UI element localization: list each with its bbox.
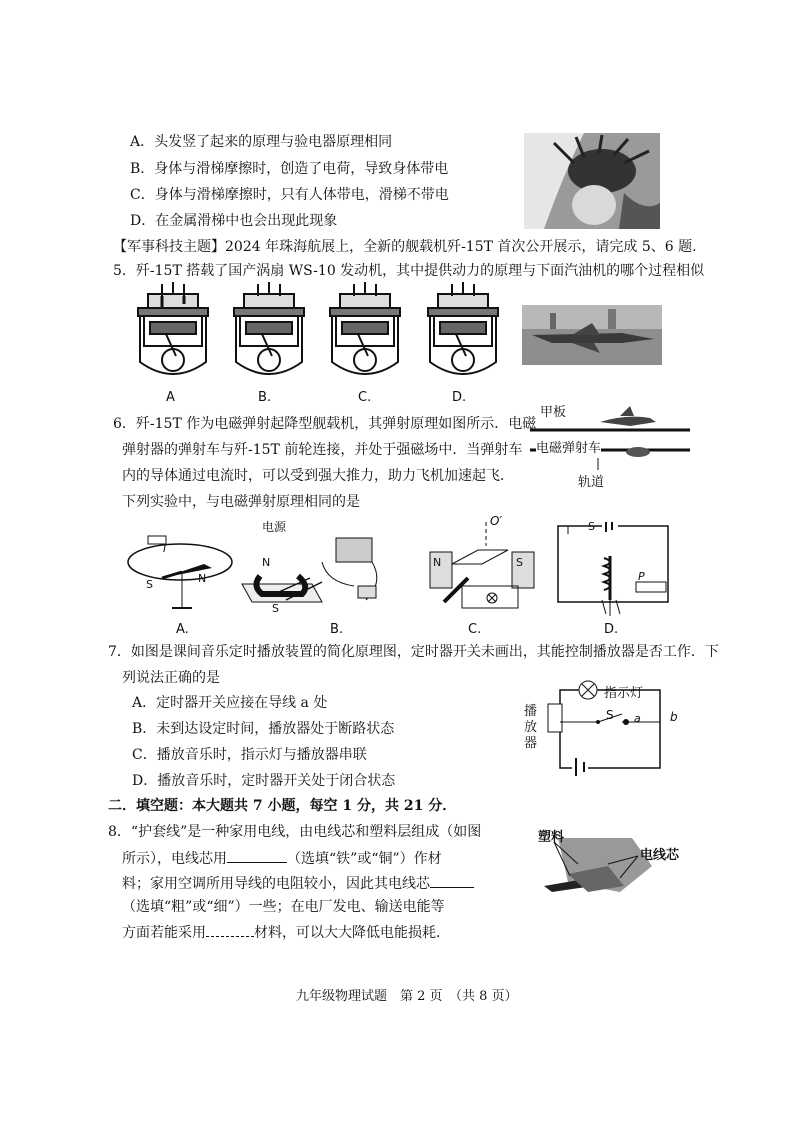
q8-line-2: [122, 848, 442, 868]
q7-stem-2: 列说法正确的是: [122, 670, 220, 686]
q5-option-d: D.: [452, 390, 467, 405]
q7-circuit-diagram: [522, 678, 682, 778]
label-d-switch: S: [588, 520, 595, 533]
q8-blank-2[interactable]: [430, 873, 474, 888]
q5-option-b: B.: [258, 390, 272, 405]
q5-option-c: C.: [358, 390, 372, 405]
page-footer: 九年级物理试题 第 2 页 （共 8 页）: [296, 989, 518, 1004]
q6-option-b: B.: [330, 622, 344, 637]
q7-option-d: D．播放音乐时，定时器开关处于闭合状态: [132, 773, 396, 789]
label-a-n: N: [198, 572, 207, 585]
hair-standing-photo: [524, 133, 660, 229]
q5-option-a: A: [166, 390, 175, 405]
q8-line-5-b: 材料，可以大大降低电能损耗．: [254, 925, 450, 941]
label-b-s: S: [272, 602, 279, 615]
q8-line-3-a: 料；家用空调所用导线的电阻较小，因此其电线芯: [122, 876, 430, 892]
q6-option-a: A.: [176, 622, 189, 637]
q7-stem-1: 7．如图是课间音乐定时播放装置的简化原理图，定时器开关未画出，其能控制播放器是否工作．下: [108, 644, 719, 660]
q8-line-1: 8．“护套线”是一种家用电线，由电线芯和塑料层组成（如图: [108, 824, 482, 840]
label-a-s: S: [146, 578, 153, 591]
label-deck: 甲板: [540, 405, 567, 420]
label-a-current: I: [163, 542, 167, 555]
q8-line-5: [122, 922, 450, 942]
q4-option-a: A．头发竖了起来的原理与验电器原理相同: [130, 134, 393, 150]
label-track: 轨道: [578, 475, 605, 490]
q8-line-4: （选填“粗”或“细”）一些；在电厂发电、输送电能等: [122, 899, 445, 915]
label-indicator-lamp: 指示灯: [604, 686, 644, 701]
q6-line-1: 6．歼-15T 作为电磁弹射起降型舰载机，其弹射原理如图所示．电磁: [113, 416, 537, 432]
label-catapult-car: 电磁弹射车: [536, 441, 602, 456]
label-plastic: 塑料: [538, 830, 565, 845]
q8-line-5-a: 方面若能采用: [122, 925, 206, 941]
q5-stem: 5．歼-15T 搭载了国产涡扇 WS-10 发动机，其中提供动力的原理与下面汽油机的哪个过程相似: [113, 263, 705, 279]
section-fill-in-heading: 二．填空题：本大题共 7 小题，每空 1 分，共 21 分．: [108, 798, 457, 814]
q8-line-2-b: （选填“铁”或“铜”）作材: [287, 851, 442, 867]
q4-option-d: D．在金属滑梯中也会出现此现象: [130, 213, 338, 229]
q6-line-4: 下列实验中，与电磁弹射原理相同的是: [122, 494, 360, 510]
label-wire-core: 电线芯: [640, 848, 680, 863]
label-q7-switch: S: [606, 708, 614, 722]
label-player: 播放器: [524, 704, 538, 751]
engine-stroke-diagrams: [130, 282, 510, 386]
label-c-n: N: [433, 556, 442, 569]
q8-line-3: [122, 873, 474, 893]
q8-line-2-a: 所示），电线芯用: [122, 851, 227, 867]
q6-line-3: 内的导体通过电流时，可以受到强大推力，助力飞机加速起飞．: [122, 468, 514, 484]
q7-option-c: C．播放音乐时，指示灯与播放器串联: [132, 747, 367, 763]
military-topic-intro: 【军事科技主题】2024 年珠海航展上，全新的舰载机歼-15T 首次公开展示，请完成 5、6 题.: [113, 239, 697, 255]
q8-blank-3[interactable]: [206, 922, 254, 937]
label-b-n: N: [262, 556, 271, 569]
label-power-supply: 电源: [262, 520, 287, 534]
label-c-axis: O′: [490, 514, 503, 528]
j15t-aircraft-photo: [522, 305, 662, 365]
q8-blank-1[interactable]: [227, 848, 287, 863]
q4-option-b: B．身体与滑梯摩擦时，创造了电荷，导致身体带电: [130, 161, 449, 177]
q4-option-c: C．身体与滑梯摩擦时，只有人体带电，滑梯不带电: [130, 187, 449, 203]
label-c-s: S: [516, 556, 523, 569]
q7-option-a: A．定时器开关应接在导线 a 处: [132, 695, 328, 711]
q6-line-2: 弹射器的弹射车与歼-15T 前轮连接，并处于强磁场中．当弹射车: [122, 442, 523, 458]
label-wire-b: b: [670, 710, 678, 724]
q6-option-c: C.: [468, 622, 482, 637]
q6-option-d: D.: [604, 622, 619, 637]
q7-option-b: B．未到达设定时间，播放器处于断路状态: [132, 721, 395, 737]
label-d-slider: P: [638, 570, 645, 583]
label-wire-a: a: [634, 712, 641, 725]
